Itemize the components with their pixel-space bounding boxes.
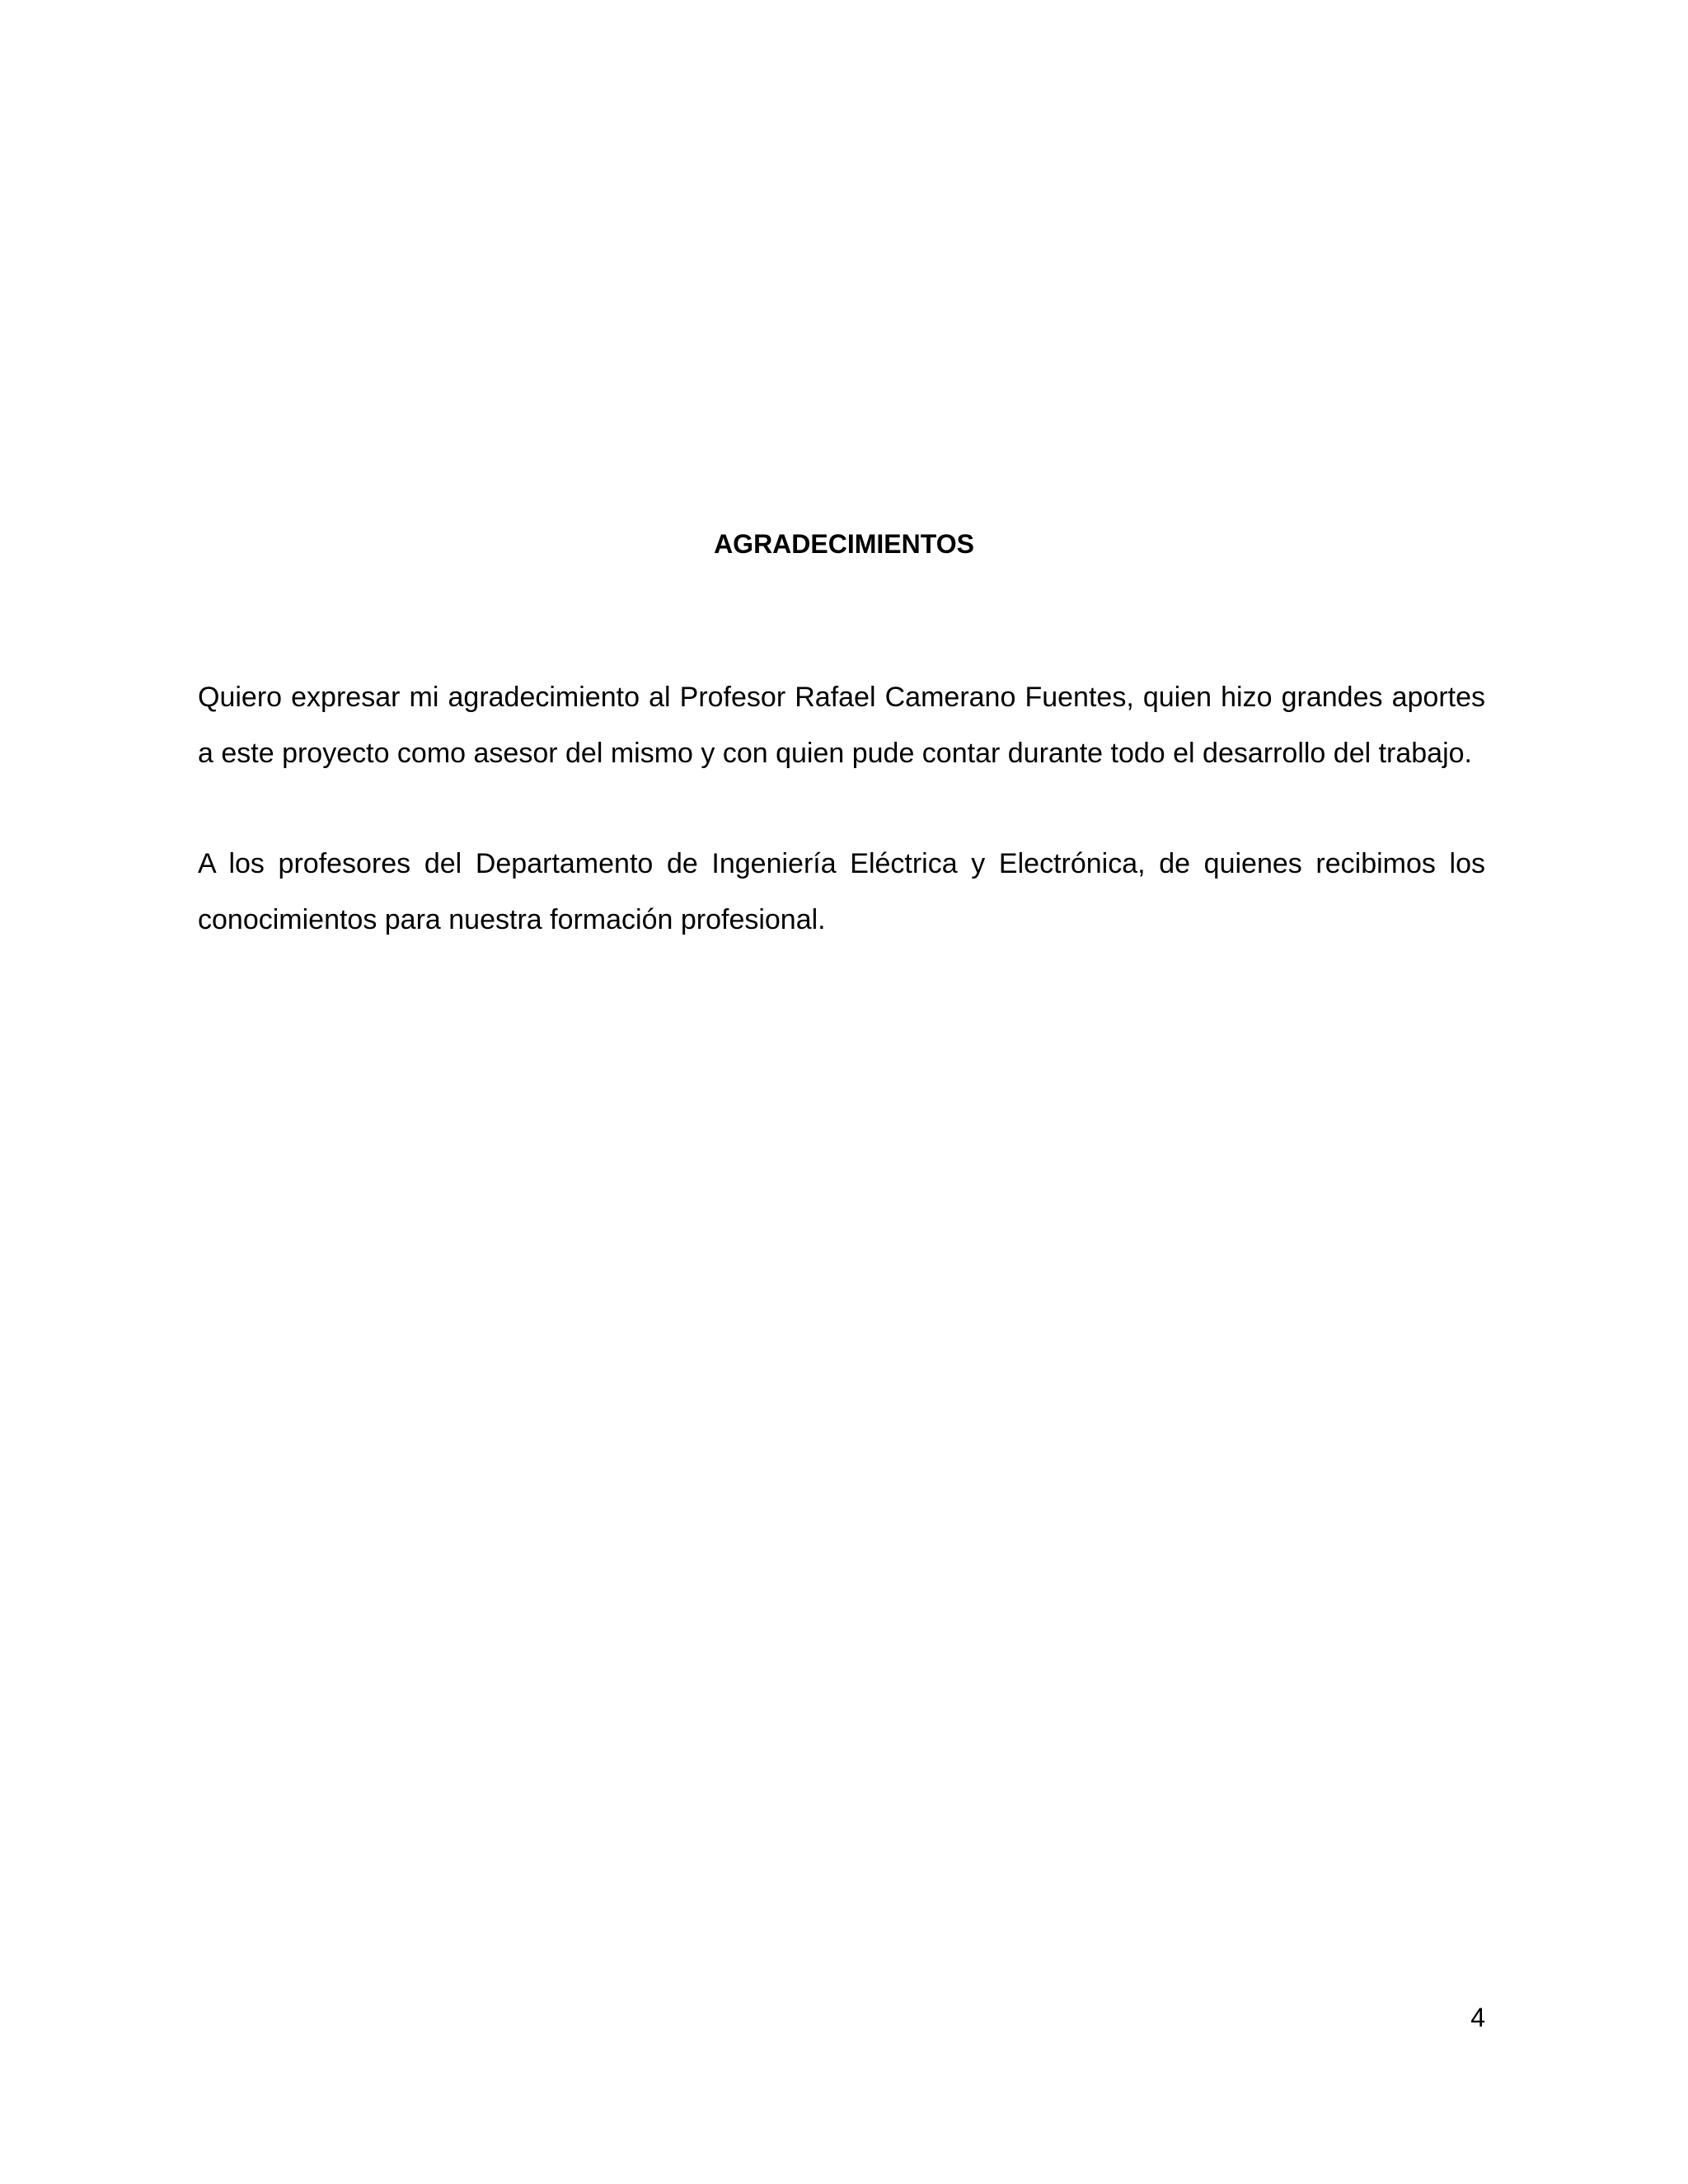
paragraph-advisor-thanks: Quiero expresar mi agradecimiento al Profesor Rafael Camerano Fuentes, quien hizo grandes aportes a este proyecto como asesor del mismo y con quien pude contar durante todo el desarrollo del trabajo. <box>198 682 1485 769</box>
paragraph-department-thanks: A los profesores del Departamento de Ingeniería Eléctrica y Electrónica, de quienes recibimos los conocimientos para nuestra formación profesional. <box>198 848 1485 935</box>
page-title: AGRADECIMIENTOS <box>714 529 974 559</box>
body-text <box>198 669 1485 948</box>
page-number: 4 <box>1470 2003 1485 2032</box>
